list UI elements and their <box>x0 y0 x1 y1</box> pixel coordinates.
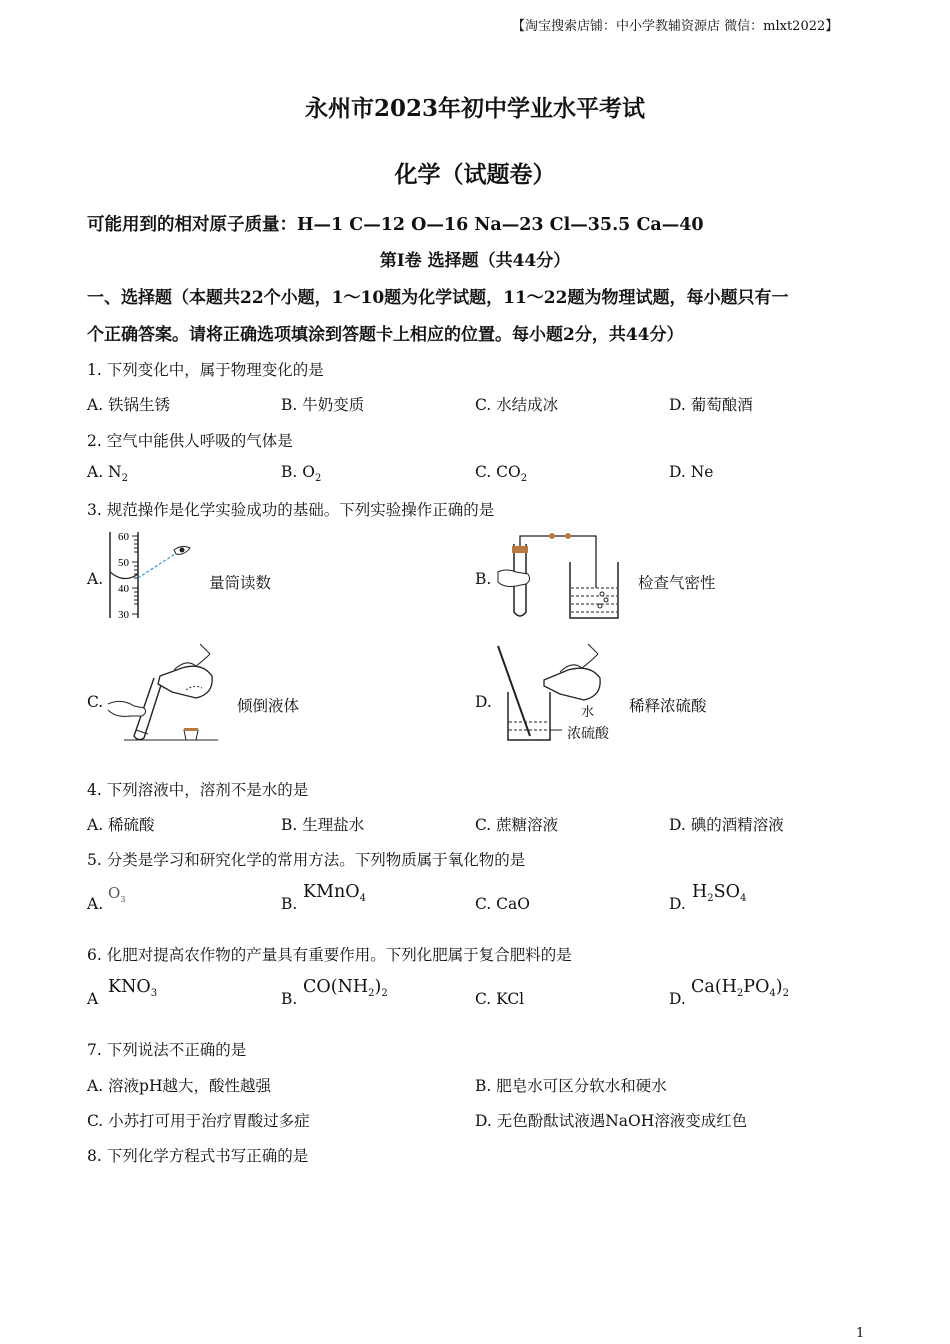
q3-option-a-caption: 量筒读数 <box>209 574 272 592</box>
q1-option-d: D. 葡萄酿酒 <box>669 396 753 414</box>
q6-option-b-letter: B. <box>281 990 298 1008</box>
q5-option-a-formula: $O_3$ <box>108 884 126 904</box>
q2-option-b: B. $O_2$ <box>281 463 322 484</box>
q3-option-d-caption: 稀释浓硫酸 <box>629 697 707 715</box>
q4-option-a: A. 稀硫酸 <box>87 816 155 834</box>
section-instructions-line1: 一、选择题（本题共22个小题，1～10题为化学试题，11～22题为物理试题，每小题只有一 <box>87 288 789 308</box>
airtightness-check-figure <box>492 530 627 622</box>
exam-title: 永州市2023年初中学业水平考试 <box>304 95 645 122</box>
q4-option-b: B. 生理盐水 <box>281 816 365 834</box>
q2-stem: 2. 空气中能供人呼吸的气体是 <box>87 432 293 450</box>
pouring-liquid-figure <box>104 640 224 744</box>
q3-option-d-letter: D. <box>475 693 492 711</box>
q2-option-a: A. $N_2$ <box>87 463 128 484</box>
section-instructions-line2: 个正确答案。请将正确选项填涂到答题卡上相应的位置。每小题2分，共44分） <box>87 325 684 345</box>
tick-label-40: 40 <box>118 583 129 595</box>
q6-option-a-formula: $KNO_3$ <box>108 977 158 999</box>
graduated-cylinder-figure <box>104 526 199 622</box>
part-heading: 第Ⅰ卷 选择题（共44分） <box>379 251 571 271</box>
tick-label-30: 30 <box>118 609 129 621</box>
label-concentrated-sulfuric-acid: 浓硫酸 <box>567 726 609 742</box>
q6-option-d-letter: D. <box>669 990 686 1008</box>
q6-option-c: C. KCl <box>475 990 525 1008</box>
q1-option-b: B. 牛奶变质 <box>281 396 365 414</box>
q7-stem: 7. 下列说法不正确的是 <box>87 1041 247 1059</box>
q5-option-c: C. CaO <box>475 895 530 913</box>
tick-label-50: 50 <box>118 557 129 569</box>
q1-option-c: C. 水结成冰 <box>475 396 559 414</box>
page-number: 1 <box>856 1326 865 1341</box>
q5-option-d-letter: D. <box>669 895 686 913</box>
q3-option-a-letter: A. <box>87 570 104 588</box>
q8-stem: 8. 下列化学方程式书写正确的是 <box>87 1147 309 1165</box>
q5-stem: 5. 分类是学习和研究化学的常用方法。下列物质属于氧化物的是 <box>87 851 526 869</box>
q7-option-c: C. 小苏打可用于治疗胃酸过多症 <box>87 1112 310 1130</box>
q3-option-c-caption: 倾倒液体 <box>237 697 300 715</box>
q3-option-b-letter: B. <box>475 570 492 588</box>
q5-option-a-letter: A. <box>87 895 104 913</box>
q3-stem: 3. 规范操作是化学实验成功的基础。下列实验操作正确的是 <box>87 501 495 519</box>
q6-option-b-formula: $CO(NH_2)_2$ <box>303 977 388 999</box>
exam-subtitle: 化学（试题卷） <box>394 161 556 188</box>
q6-option-a-letter: A <box>87 990 99 1008</box>
q3-option-b-caption: 检查气密性 <box>638 574 716 592</box>
q6-stem: 6. 化肥对提高农作物的产量具有重要作用。下列化肥属于复合肥料的是 <box>87 946 572 964</box>
q4-option-c: C. 蔗糖溶液 <box>475 816 559 834</box>
header-note: 【淘宝搜索店铺：中小学教辅资源店 微信：mlxt2022】 <box>512 19 839 34</box>
q1-stem: 1. 下列变化中，属于物理变化的是 <box>87 361 324 379</box>
q4-option-d: D. 碘的酒精溶液 <box>669 816 784 834</box>
q3-option-c-letter: C. <box>87 693 104 711</box>
q1-option-a: A. 铁锅生锈 <box>87 396 171 414</box>
q7-option-b: B. 肥皂水可区分软水和硬水 <box>475 1077 667 1095</box>
q2-option-d: D. Ne <box>669 463 714 481</box>
q5-option-d-formula: $H_2SO_4$ <box>692 882 747 904</box>
q6-option-d-formula: $Ca(H_2PO_4)_2$ <box>691 977 789 999</box>
q4-stem: 4. 下列溶液中，溶剂不是水的是 <box>87 781 309 799</box>
tick-label-60: 60 <box>118 531 129 543</box>
q7-option-d: D. 无色酚酞试液遇NaOH溶液变成红色 <box>475 1112 748 1130</box>
q5-option-b-letter: B. <box>281 895 298 913</box>
atomic-masses: 可能用到的相对原子质量：H—1 C—12 O—16 Na—23 Cl—35.5 Ca—40 <box>87 215 704 235</box>
label-water: 水 <box>581 705 595 720</box>
q5-option-b-formula: KMnO$_4$ <box>303 882 366 904</box>
q2-option-c: C. $CO_2$ <box>475 463 528 484</box>
q7-option-a: A. 溶液pH越大，酸性越强 <box>87 1077 271 1095</box>
